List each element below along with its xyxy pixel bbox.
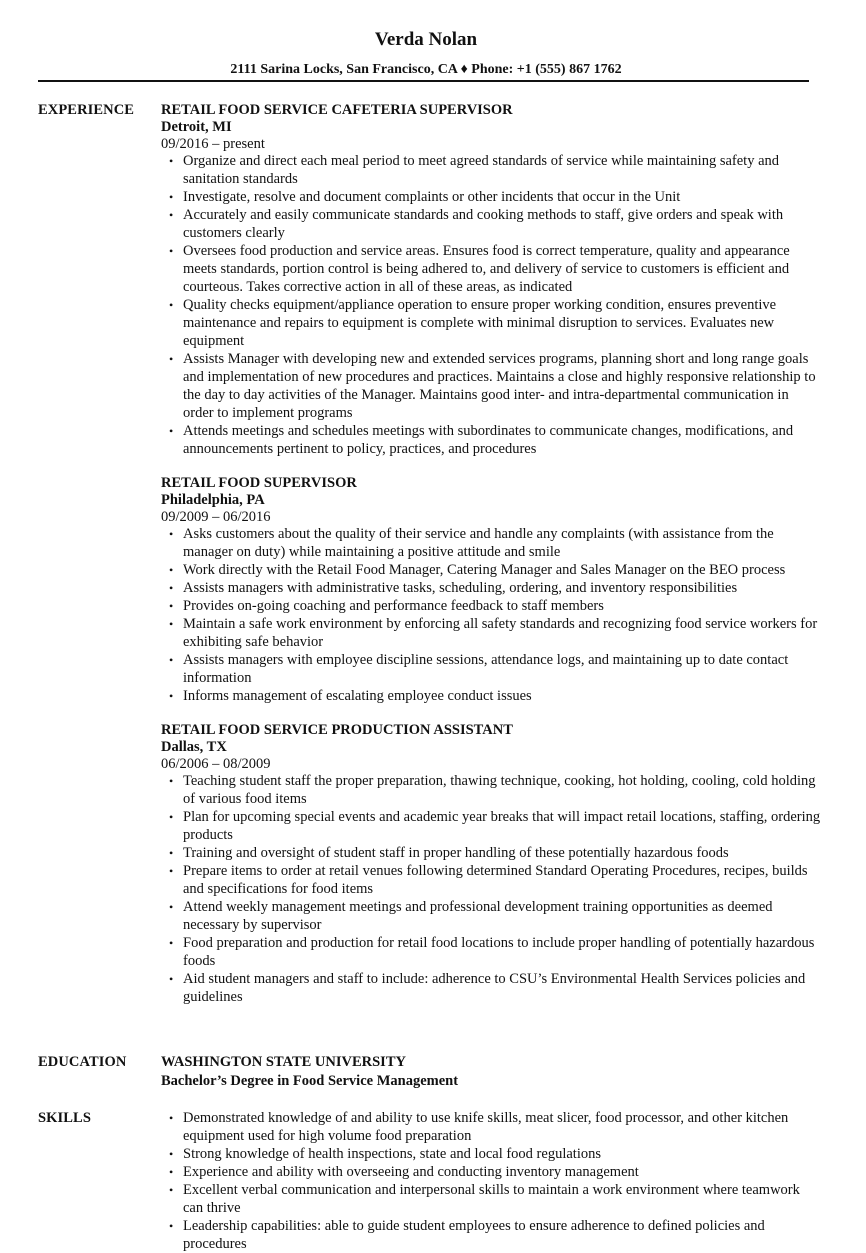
bullet-item [161,615,821,651]
bullet-item [161,350,821,422]
bullet-item [161,152,821,188]
bullet-dot-icon: • [169,864,174,878]
job-title: RETAIL FOOD SERVICE PRODUCTION ASSISTANT [161,722,513,738]
job-bullets [161,152,821,458]
bullet-text: Strong knowledge of health inspections, state and local food regulations [183,1146,601,1162]
bullet-item [161,422,821,458]
candidate-name: Verda Nolan [374,29,478,50]
bullet-item [161,296,821,350]
bullet-item [161,525,821,561]
bullet-text: Quality checks equipment/appliance operation to ensure proper working condition, ensures preventive maintenance and repairs to equipment is complete with minimal disruption to services. Evaluates new equipment [183,297,777,349]
bullet-dot-icon: • [169,1165,174,1179]
education-heading: EDUCATION [38,1054,127,1070]
bullet-text: Teaching student staff the proper preparation, thawing technique, cooking, hot holding, cooling, cold holding of various food items [183,773,816,807]
bullet-dot-icon: • [169,900,174,914]
skills-list [161,1109,821,1253]
bullet-text: Informs management of escalating employee conduct issues [183,688,532,704]
bullet-text: Provides on-going coaching and performance feedback to staff members [183,598,604,614]
bullet-item [161,970,821,1006]
bullet-text: Excellent verbal communication and interpersonal skills to maintain a work environment where teamwork can thrive [183,1182,800,1216]
bullet-dot-icon: • [169,563,174,577]
job-dates: 06/2006 – 08/2009 [161,756,271,772]
bullet-text: Assists managers with employee discipline sessions, attendance logs, and maintaining up to date contact information [183,652,789,686]
job-bullets [161,772,821,1006]
bullet-dot-icon: • [169,190,174,204]
bullet-dot-icon: • [169,581,174,595]
job-location: Philadelphia, PA [161,492,265,508]
job-location: Detroit, MI [161,119,232,135]
job-entry [161,721,821,1006]
bullet-dot-icon: • [169,298,174,312]
bullet-item [161,1109,821,1145]
bullet-text: Investigate, resolve and document complaints or other incidents that occur in the Unit [183,189,681,205]
bullet-dot-icon: • [169,1183,174,1197]
contact-line: 2111 Sarina Locks, San Francisco, CA ♦ Phone: +1 (555) 867 1762 [230,62,622,77]
bullet-dot-icon: • [169,154,174,168]
bullet-dot-icon: • [169,653,174,667]
bullet-dot-icon: • [169,936,174,950]
bullet-text: Food preparation and production for retail food locations to include proper handling of potentially hazardous foods [183,935,815,969]
bullet-text: Attends meetings and schedules meetings with subordinates to communicate changes, modifications, and announcements pertinent to policy, practices, and procedures [183,423,794,457]
bullet-dot-icon: • [169,424,174,438]
bullet-dot-icon: • [169,617,174,631]
bullet-text: Assists managers with administrative tasks, scheduling, ordering, and inventory responsibilities [183,580,738,596]
bullet-item [161,844,821,862]
bullet-dot-icon: • [169,599,174,613]
bullet-dot-icon: • [169,972,174,986]
bullet-text: Attend weekly management meetings and professional development training opportunities as deemed necessary by supervisor [183,899,773,933]
header-divider [38,80,809,82]
job-entry [161,101,821,458]
bullet-item [161,772,821,808]
skills-body [161,1109,821,1253]
bullet-text: Organize and direct each meal period to meet agreed standards of service while maintaining safety and sanitation standards [183,153,780,187]
education-school: WASHINGTON STATE UNIVERSITY [161,1054,406,1070]
bullet-item [161,1181,821,1217]
bullet-item [161,808,821,844]
bullet-dot-icon: • [169,810,174,824]
bullet-dot-icon: • [169,1219,174,1233]
job-entry [161,474,821,705]
bullet-text: Demonstrated knowledge of and ability to use knife skills, meat slicer, food processor, and other kitchen equipment used for high volume food preparation [183,1110,789,1144]
bullet-text: Maintain a safe work environment by enforcing all safety standards and recognizing food service workers for exhibiting safe behavior [183,616,818,650]
job-location: Dallas, TX [161,739,227,755]
bullet-text: Plan for upcoming special events and academic year breaks that will impact retail locations, staffing, ordering products [183,809,821,843]
bullet-dot-icon: • [169,352,174,366]
bullet-dot-icon: • [169,1147,174,1161]
experience-heading: EXPERIENCE [38,102,135,118]
bullet-dot-icon: • [169,689,174,703]
bullet-text: Prepare items to order at retail venues following determined Standard Operating Procedures, recipes, builds and specifications for food items [183,863,808,897]
bullet-item [161,862,821,898]
job-dates: 09/2016 – present [161,136,265,152]
job-title: RETAIL FOOD SERVICE CAFETERIA SUPERVISOR [161,102,513,118]
bullet-dot-icon: • [169,846,174,860]
bullet-item [161,1163,821,1181]
bullet-text: Training and oversight of student staff in proper handling of these potentially hazardous foods [183,845,729,861]
job-dates: 09/2009 – 06/2016 [161,509,271,525]
bullet-item [161,934,821,970]
bullet-item [161,242,821,296]
bullet-item [161,1145,821,1163]
bullet-text: Asks customers about the quality of their service and handle any complaints (with assistance from the manager on duty) while maintaining a positive attitude and smile [183,526,774,560]
bullet-dot-icon: • [169,527,174,541]
bullet-item [161,561,821,579]
job-title: RETAIL FOOD SUPERVISOR [161,475,357,491]
bullet-item [161,898,821,934]
education-body [161,1053,821,1091]
bullet-dot-icon: • [169,774,174,788]
bullet-item [161,1217,821,1253]
experience-list [161,101,821,1022]
bullet-item [161,188,821,206]
bullet-dot-icon: • [169,208,174,222]
bullet-item [161,579,821,597]
bullet-text: Accurately and easily communicate standards and cooking methods to staff, give orders and speak with customers clearly [183,207,784,241]
job-bullets [161,525,821,705]
education-degree: Bachelor’s Degree in Food Service Management [161,1073,459,1089]
bullet-item [161,687,821,705]
bullet-dot-icon: • [169,244,174,258]
bullet-text: Work directly with the Retail Food Manager, Catering Manager and Sales Manager on the BEO process [183,562,786,578]
bullet-item [161,597,821,615]
bullet-dot-icon: • [169,1111,174,1125]
skills-heading: SKILLS [38,1110,91,1126]
bullet-item [161,206,821,242]
bullet-text: Experience and ability with overseeing and conducting inventory management [183,1164,639,1180]
bullet-text: Oversees food production and service areas. Ensures food is correct temperature, quality and appearance meets standards, portion control is being adhered to, and delivery of service to customers is efficient and courteous. Takes corrective action in all of these areas, as indicated [183,243,790,295]
bullet-text: Leadership capabilities: able to guide student employees to ensure adherence to defined policies and procedures [183,1218,765,1252]
bullet-text: Assists Manager with developing new and extended services programs, planning short and long range goals and implementation of new procedures and practices. Maintains a close and highly responsive relationship to the day to day activities of the Manager. Maintains good inter- and intra-departmental communication in order to implement programs [183,351,816,421]
bullet-text: Aid student managers and staff to include: adherence to CSU’s Environmental Health Services policies and guidelines [183,971,806,1005]
bullet-item [161,651,821,687]
